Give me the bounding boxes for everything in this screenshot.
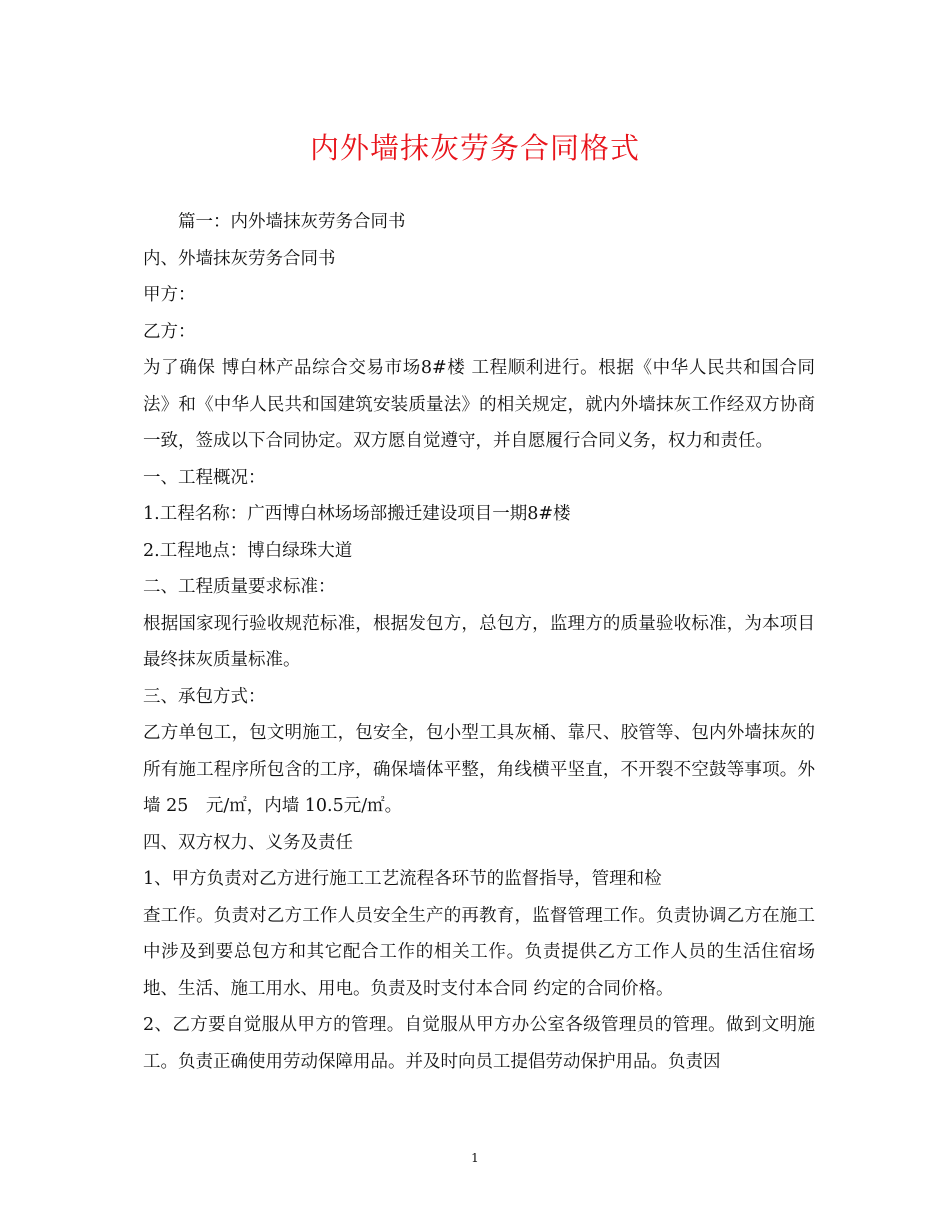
page-number: 1 bbox=[471, 1151, 479, 1165]
contract-heading: 内、外墙抹灰劳务合同书 bbox=[143, 248, 336, 269]
party-b-label: 乙方： bbox=[143, 321, 196, 342]
section-heading: 篇一：内外墙抹灰劳务合同书 bbox=[178, 212, 406, 232]
party-a-duties-line: 1、甲方负责对乙方进行施工工艺流程各环节的监督指导，管理和检 bbox=[143, 869, 662, 889]
contracting-paragraph: 乙方单包工，包文明施工，包安全，包小型工具灰桶、靠尺、胶管等、包内外墙抹灰的所有施工程序所包含的工序，确保墙体平整，角线横平坚直，不开裂不空鼓等事项。外墙 25 元/㎡，内墙 10.5元/㎡。 bbox=[143, 723, 815, 816]
clause-heading-contracting: 三、承包方式： bbox=[143, 686, 266, 707]
party-a-duties-paragraph: 查工作。负责对乙方工作人员安全生产的再教育，监督管理工作。负责协调乙方在施工中涉及到要总包方和其它配合工作的相关工作。负责提供乙方工作人员的生活住宿场地、生活、施工用水、用电。负责及时支付本合同 约定的合同价格。 bbox=[143, 905, 815, 999]
clause-heading-overview: 一、工程概况： bbox=[143, 467, 266, 488]
quality-paragraph: 根据国家现行验收规范标准，根据发包方，总包方，监理方的质量验收标准，为本项目最终抹灰质量标准。 bbox=[143, 613, 815, 670]
document-body bbox=[143, 204, 815, 1080]
clause-heading-rights: 四、双方权力、义务及责任 bbox=[143, 832, 353, 853]
party-a-label: 甲方： bbox=[143, 285, 196, 305]
clause-heading-quality: 二、工程质量要求标准： bbox=[143, 577, 336, 597]
project-location-line: 2.工程地点：博白绿珠大道 bbox=[143, 540, 353, 561]
preamble-paragraph: 为了确保 博白林产品综合交易市场8#楼 工程顺利进行。根据《中华人民共和国合同法》和《中华人民共和国建筑安装质量法》的相关规定，就内外墙抹灰工作经双方协商一致，签成以下合同协定。双方愿自觉遵守，并自愿履行合同义务，权力和责任。 bbox=[143, 358, 815, 451]
party-b-duties-paragraph: 2、乙方要自觉服从甲方的管理。自觉服从甲方办公室各级管理员的管理。做到文明施工。负责正确使用劳动保障用品。并及时向员工提倡劳动保护用品。负责因 bbox=[143, 1015, 815, 1072]
document-title: 内外墙抹灰劳务合同格式 bbox=[309, 131, 640, 165]
project-name-line: 1.工程名称：广西博白林场场部搬迁建设项目一期8#楼 bbox=[143, 504, 571, 524]
